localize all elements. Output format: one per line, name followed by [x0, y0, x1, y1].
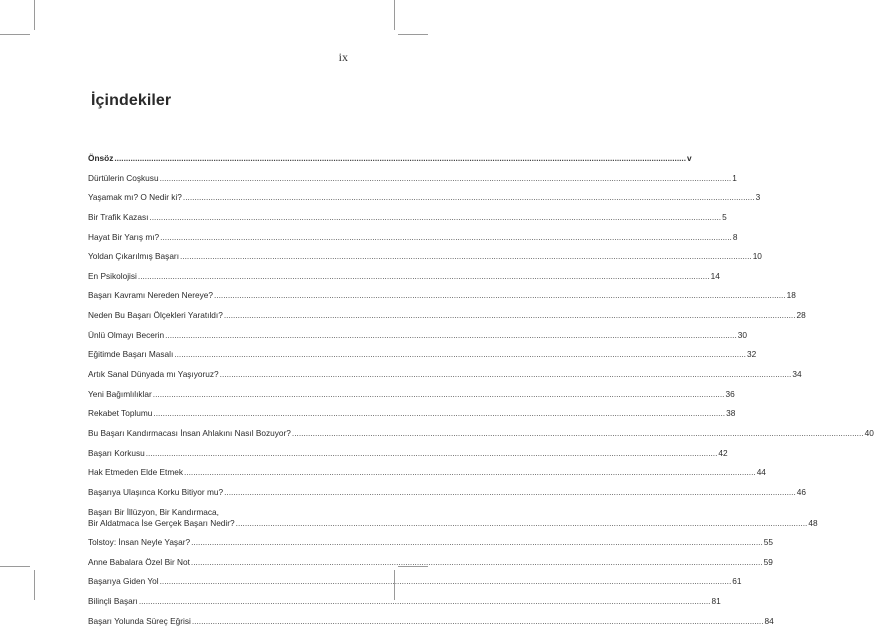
toc-title: İçindekiler [91, 92, 172, 109]
toc-entry-label [88, 487, 223, 498]
toc-entry-label-line: Dürtülerin Coşkusu [88, 172, 159, 183]
toc-entry-label [88, 232, 159, 243]
toc-entry[interactable] [88, 153, 692, 164]
toc-entry[interactable] [88, 576, 742, 587]
toc-entry-page-number: 36 [725, 388, 735, 399]
toc-entry[interactable] [88, 408, 736, 419]
toc-entry[interactable] [88, 596, 721, 607]
toc-entry[interactable] [88, 615, 774, 627]
toc-entry-label-line: Başarı Bir İllüzyon, Bir Kandırmaca, [88, 506, 219, 517]
toc-list [88, 153, 874, 635]
dot-leader [174, 349, 746, 360]
toc-entry-label-line: Rekabet Toplumu [88, 408, 153, 419]
dot-leader [139, 596, 711, 607]
toc-entry-label-line: Eğitimde Başarı Masalı [88, 349, 174, 360]
toc-entry-label-line: Tolstoy: İnsan Neyle Yaşar? [88, 537, 191, 548]
dot-leader [149, 212, 721, 223]
toc-entry-page-number: 55 [763, 537, 773, 548]
toc-entry-page-number: 38 [726, 408, 736, 419]
toc-entry-page-number: 59 [763, 556, 773, 567]
toc-entry-label-line: Başarıya Giden Yol [88, 576, 159, 587]
toc-entry-label [88, 192, 182, 203]
toc-entry-label [88, 153, 113, 164]
dot-leader [224, 487, 796, 498]
toc-entry[interactable] [88, 211, 727, 223]
toc-entry[interactable] [88, 192, 761, 203]
toc-entry-label [88, 408, 152, 419]
toc-entry-label-line: Başarıya Ulaşınca Korku Bitiyor mu? [88, 486, 224, 497]
toc-entry-label-line: Yeni Bağımlılıklar [88, 388, 152, 399]
toc-entry-page-number: 42 [718, 447, 728, 458]
toc-entry-label [88, 251, 179, 262]
crop-mark-right-top [398, 34, 428, 35]
crop-mark-top-left [34, 0, 35, 30]
toc-entry-label-line: Bir Aldatmaca İse Gerçek Başarı Nedir? [88, 517, 235, 528]
toc-entry[interactable] [88, 556, 773, 568]
page-number: ix [338, 50, 348, 64]
toc-entry-label-line: Artık Sanal Dünyada mı Yaşıyoruz? [88, 369, 219, 380]
toc-entry-page-number: 32 [747, 349, 757, 360]
toc-entry[interactable] [88, 290, 796, 301]
toc-entry-label-line: Başarı Kavramı Nereden Nereye? [88, 290, 213, 301]
toc-entry[interactable] [88, 467, 766, 478]
toc-entry-label-line: Hayat Bir Yarış mı? [88, 231, 160, 242]
dot-leader [180, 251, 752, 262]
toc-entry-label [88, 173, 159, 184]
toc-entry-label [88, 369, 219, 380]
dot-leader [160, 173, 732, 184]
dot-leader [153, 389, 725, 400]
toc-entry-label [88, 212, 148, 223]
toc-entry[interactable] [88, 349, 757, 360]
toc-entry-label-line: Yaşamak mı? O Nedir ki? [88, 192, 182, 203]
toc-entry-label-line: Bir Trafik Kazası [88, 211, 149, 222]
dot-leader [184, 467, 756, 478]
toc-entry-page-number: 18 [786, 290, 796, 301]
toc-entry-page-number: 14 [710, 270, 720, 281]
dot-leader [160, 576, 732, 587]
toc-entry[interactable] [88, 231, 738, 243]
toc-entry-page-number: 30 [737, 329, 748, 340]
toc-entry[interactable] [88, 486, 807, 498]
toc-entry-label [88, 330, 164, 341]
toc-entry-label [88, 349, 173, 360]
toc-entry-page-number: 34 [792, 369, 802, 380]
toc-entry-page-number: 10 [752, 251, 762, 262]
dot-leader [192, 616, 764, 627]
toc-entry-label [88, 507, 235, 529]
toc-entry-page-number: v [687, 153, 692, 163]
toc-entry-label [88, 271, 137, 282]
crop-mark-left-bottom [0, 566, 30, 567]
toc-entry-label-line: En Psikolojisi [88, 270, 137, 281]
toc-entry[interactable] [88, 251, 762, 262]
toc-entry-label-line: Başarı Korkusu [88, 447, 145, 458]
toc-entry-page-number: 81 [711, 596, 721, 607]
toc-entry-page-number: 44 [756, 467, 766, 478]
toc-entry-label-line: Hak Etmeden Elde Etmek [88, 467, 183, 478]
toc-entry-label-line: Yoldan Çıkarılmış Başarı [88, 251, 179, 262]
toc-entry-label [88, 596, 138, 607]
toc-entry[interactable] [88, 310, 806, 321]
toc-entry[interactable] [88, 172, 737, 184]
toc-entry-label [88, 448, 145, 459]
toc-entry[interactable] [88, 270, 720, 282]
toc-entry-label [88, 576, 159, 587]
toc-entry-page-number: 1 [732, 172, 737, 183]
toc-entry-page-number: 61 [732, 576, 742, 587]
dot-leader [191, 537, 763, 548]
toc-entry[interactable] [88, 537, 773, 548]
dot-leader [191, 557, 763, 568]
toc-entry-page-number: 5 [722, 211, 727, 222]
toc-entry[interactable] [88, 427, 874, 439]
dot-leader [183, 192, 755, 203]
dot-leader [292, 428, 864, 439]
toc-entry-label [88, 616, 191, 627]
toc-entry-page-number: 48 [808, 517, 818, 528]
toc-entry-label [88, 310, 223, 321]
crop-mark-bottom-left [34, 570, 35, 600]
dot-leader [220, 369, 792, 380]
toc-entry-page-number: 28 [796, 310, 806, 321]
toc-entry-label [88, 290, 213, 301]
toc-entry-label [88, 467, 183, 478]
toc-entry-label [88, 537, 190, 548]
dot-leader [165, 330, 737, 341]
toc-entry-label-line: Neden Bu Başarı Ölçekleri Yaratıldı? [88, 310, 223, 321]
toc-entry-label-line: Bu Başarı Kandırmacası İnsan Ahlakını Nasıl Bozuyor? [88, 427, 291, 438]
toc-entry[interactable] [88, 369, 802, 380]
toc-entry-page-number: 46 [796, 486, 807, 497]
toc-entry-label [88, 557, 190, 568]
toc-entry[interactable] [88, 388, 735, 400]
toc-entry-page-number: 84 [764, 615, 774, 626]
toc-entry-label-line: Ünlü Olmayı Becerin [88, 329, 165, 340]
toc-entry-label-line: Önsöz [88, 153, 114, 163]
toc-entry-label-line: Başarı Yolunda Süreç Eğrisi [88, 615, 191, 626]
toc-entry[interactable] [88, 447, 728, 459]
crop-mark-left-top [0, 34, 30, 35]
dot-leader [224, 310, 796, 321]
crop-mark-top-right [394, 0, 395, 30]
toc-entry[interactable] [88, 506, 818, 529]
dot-leader [160, 232, 732, 243]
toc-entry-page-number: 40 [864, 427, 874, 438]
toc-entry-page-number: 8 [732, 231, 738, 242]
toc-entry-label [88, 389, 152, 400]
toc-entry[interactable] [88, 329, 748, 341]
toc-entry-page-number: 3 [755, 192, 761, 203]
toc-entry-label [88, 428, 291, 439]
dot-leader [114, 153, 686, 164]
dot-leader [236, 518, 808, 529]
toc-entry-label-line: Anne Babalara Özel Bir Not [88, 556, 190, 567]
toc-entry-label-line: Bilinçli Başarı [88, 596, 138, 607]
dot-leader [214, 290, 786, 301]
dot-leader [153, 408, 725, 419]
dot-leader [138, 271, 710, 282]
dot-leader [146, 448, 718, 459]
